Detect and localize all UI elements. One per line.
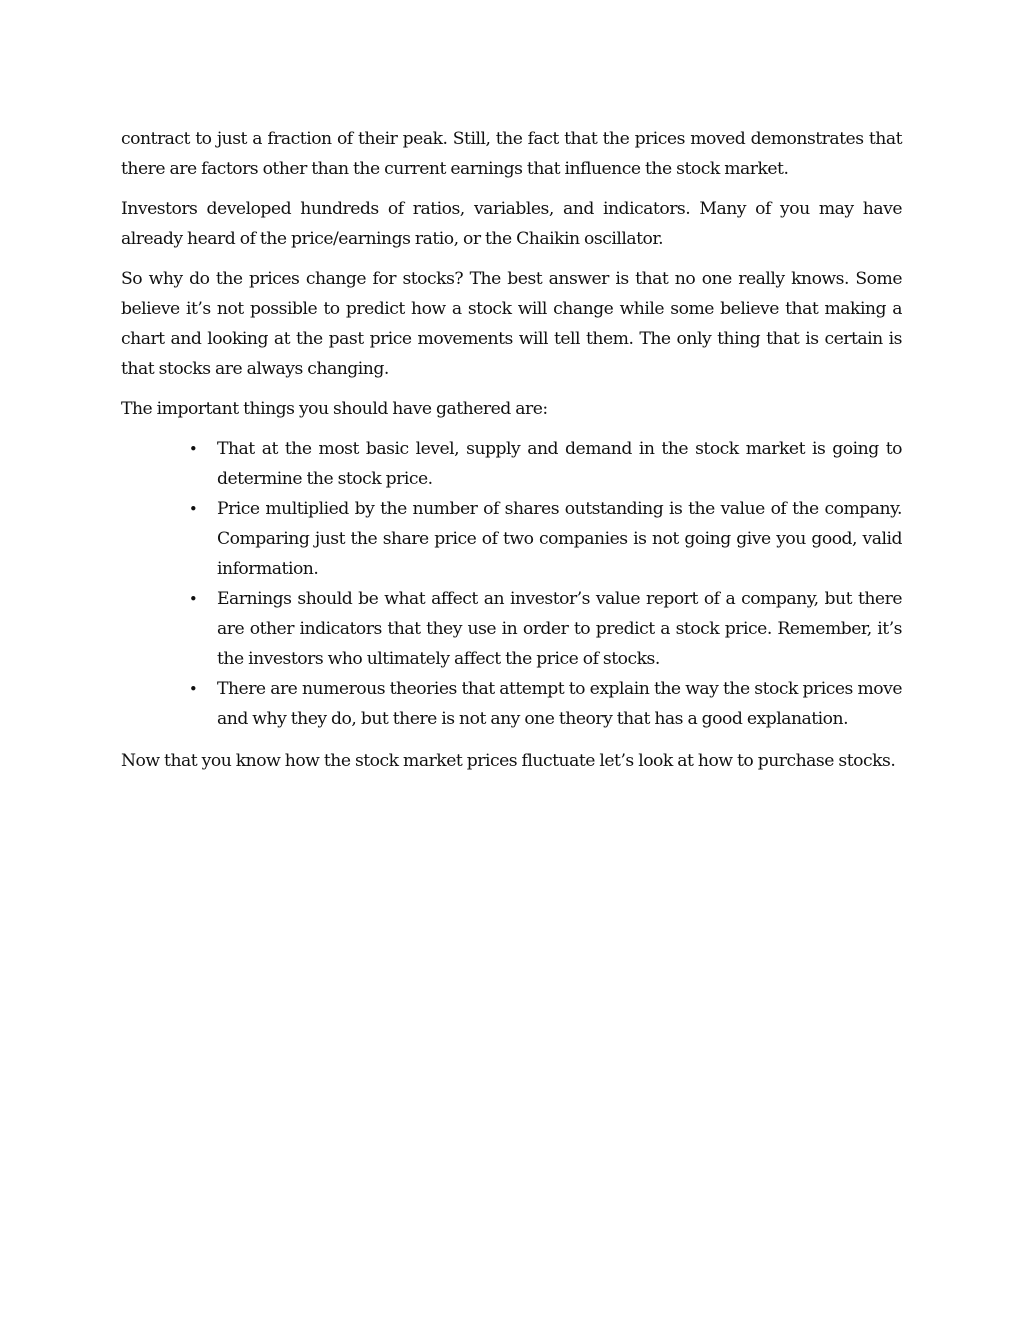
list-item-text: There are numerous theories that attempt to explain the way the stock prices move and why they do, but there is not any one theory that has a good explanation. — [217, 679, 902, 729]
paragraph-list-intro: The important things you should have gathered are: — [121, 399, 548, 419]
document-page — [121, 124, 902, 786]
list-item — [121, 584, 902, 674]
list-item — [121, 674, 902, 734]
list-item — [121, 434, 902, 494]
bullet-icon: • — [188, 500, 198, 518]
bullet-icon: • — [188, 590, 198, 608]
paragraph-why-prices-change: So why do the prices change for stocks? The best answer is that no one really knows. Some believe it’s not possible to predict how a stock will change while some believe that making a chart and looking at the past price movements will tell them. The only thing that is certain is that stocks are always changing. — [121, 269, 902, 379]
bullet-icon: • — [188, 680, 198, 698]
list-item-text: Price multiplied by the number of shares outstanding is the value of the company. Comparing just the share price of two companies is not going give you good, valid information. — [217, 499, 902, 579]
bullet-icon: • — [188, 440, 198, 458]
list-item-text: Earnings should be what affect an investor’s value report of a company, but there are other indicators that they use in order to predict a stock price. Remember, it’s the investors who ultimately affect the price of stocks. — [217, 589, 902, 669]
paragraph-indicators: Investors developed hundreds of ratios, variables, and indicators. Many of you may have already heard of the price/earnings ratio, or the Chaikin oscillator. — [121, 199, 902, 249]
summary-bullet-list — [121, 434, 902, 734]
list-item — [121, 494, 902, 584]
paragraph-conclusion: Now that you know how the stock market prices fluctuate let’s look at how to purchase stocks. — [121, 751, 896, 771]
paragraph-earnings-influence: contract to just a fraction of their peak. Still, the fact that the prices moved demonstrates that there are factors other than the current earnings that influence the stock market. — [121, 129, 902, 179]
list-item-text: That at the most basic level, supply and demand in the stock market is going to determine the stock price. — [217, 439, 902, 489]
